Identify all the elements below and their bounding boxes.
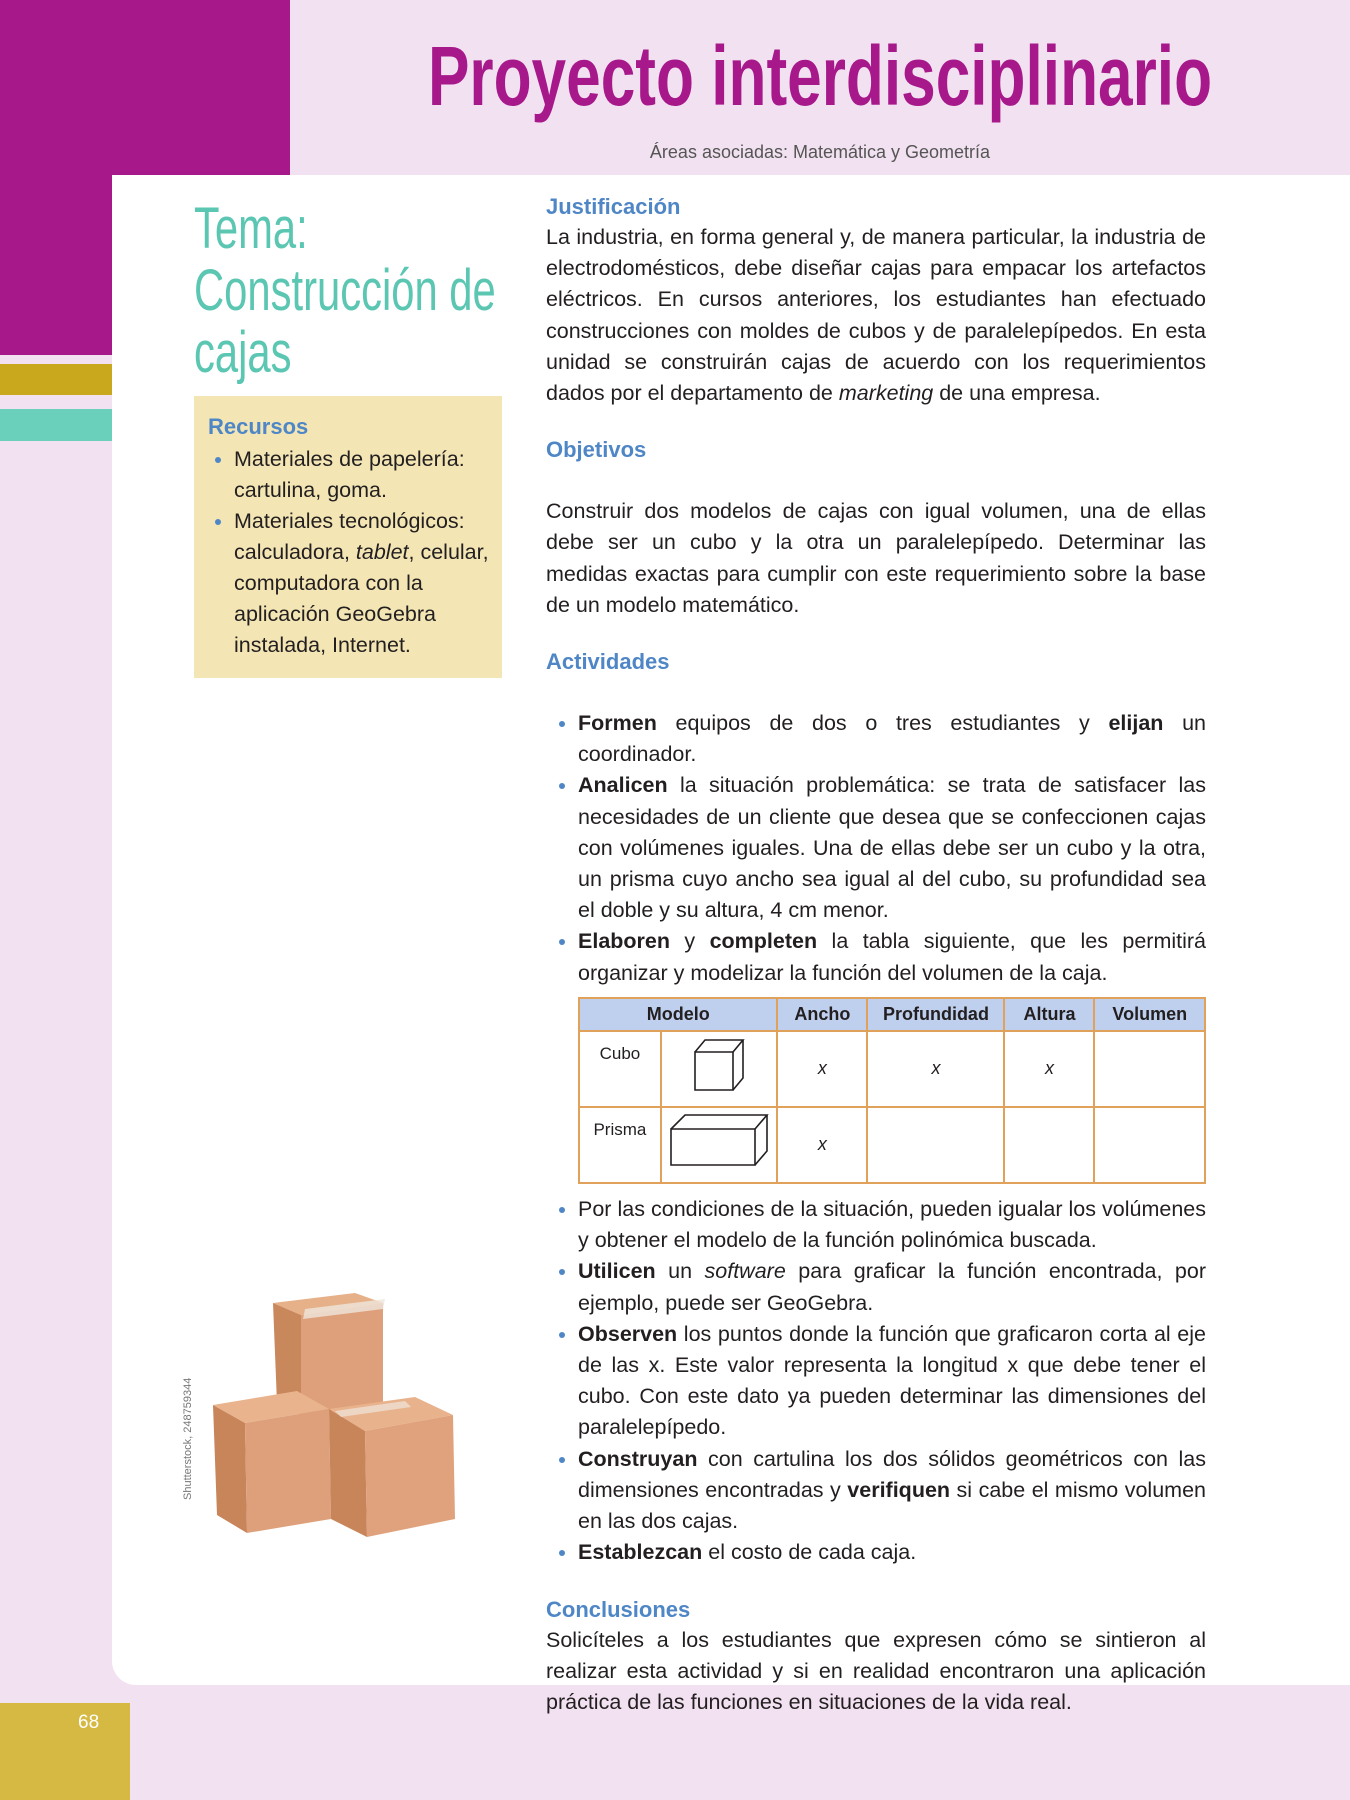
conclusions-text: Solicíteles a los estudiantes que expresen cómo se sintieron al realizar esta actividad y si en realidad encontraron una aplicación práctica de las funciones en situaciones de la vida real. <box>546 1627 1206 1714</box>
resource-item <box>234 506 492 661</box>
table-header: Profundidad <box>867 998 1004 1031</box>
table-row <box>579 1031 1205 1107</box>
cube-drawing-cell <box>661 1031 778 1107</box>
resource-item-text: , celular, computadora con la aplicación GeoGebra instalada, Internet. <box>234 540 489 657</box>
table-header: Modelo <box>579 998 777 1031</box>
justification-text-part: La industria, en forma general y, de manera particular, la industria de electrodomésticos, debe diseñar cajas para empacar los artefactos eléctricos. En cursos anteriores, los estudiantes han efectuado construcciones con moldes de cubos y de paralelepípedos. En esta unidad se construirán cajas de acuerdo con los requerimientos dados por el departamento de <box>546 225 1206 406</box>
justification-emphasis: marketing <box>838 381 934 406</box>
resource-item-text: Materiales tecnológicos: calculadora, <box>234 509 465 564</box>
resource-item <box>234 444 492 506</box>
resource-item-emphasis: tablet <box>355 540 409 564</box>
activity-item: • Formen equipos de dos o tres estudiantes y elijan un coordinador. <box>578 708 1206 770</box>
table-header: Ancho <box>777 998 867 1031</box>
resources-list <box>194 444 502 661</box>
photo-credit: Shutterstock, 248759344 <box>182 1377 194 1500</box>
activity-item: • Por las condiciones de la situación, pueden igualar los volúmenes y obtener el modelo de la función polinómica buscada. <box>578 1194 1206 1256</box>
table-cell: Prisma <box>579 1107 661 1183</box>
objectives-text: Construir dos modelos de cajas con igual volumen, una de ellas debe ser un cubo y la otra un paralelepípedo. Determinar las medidas exactas para cumplir con este requerimiento sobre la base de un modelo matemático. <box>546 499 1206 617</box>
table-cell <box>1004 1107 1094 1183</box>
table-cell: x <box>777 1031 867 1107</box>
activity-item: • Elaboren y completen la tabla siguiente, que les permitirá organizar y modelizar la función del volumen de la caja. <box>578 926 1206 988</box>
table-row <box>579 1107 1205 1183</box>
gold-stripe <box>0 364 112 395</box>
table-cell: x <box>1004 1031 1094 1107</box>
table-cell: Cubo <box>579 1031 661 1107</box>
page-title: Proyecto interdisciplinario <box>427 29 1213 123</box>
activity-item: • Establezcan el costo de cada caja. <box>578 1537 1206 1568</box>
justification-text-part: de una empresa. <box>933 381 1101 406</box>
teal-stripe <box>0 409 112 441</box>
page-number-box <box>0 1703 130 1800</box>
resources-box <box>194 396 502 678</box>
table-header-row <box>579 998 1205 1031</box>
table-cell: x <box>777 1107 867 1183</box>
justification-text <box>546 222 1206 409</box>
table-cell <box>1094 1031 1205 1107</box>
page-number: 68 <box>78 1712 100 1733</box>
models-table <box>578 997 1206 1184</box>
resources-title: Recursos <box>208 414 309 439</box>
table-cell <box>1094 1107 1205 1183</box>
activities-list-continued <box>546 1194 1206 1568</box>
resource-item-text: Materiales de papelería: cartulina, goma. <box>234 447 465 502</box>
table-cell <box>867 1107 1004 1183</box>
prism-drawing-cell <box>661 1107 778 1183</box>
activity-item: • Observen los puntos donde la función que graficaron corta al eje de las x. Este valor representa la longitud x que debe tener el cubo. Con este dato ya pueden determinar las dimensiones del paralelepípedo. <box>578 1319 1206 1444</box>
cardboard-boxes-image <box>205 1285 495 1545</box>
topic-heading: Tema: Construcción de cajas <box>194 196 496 385</box>
activities-heading: Actividades <box>546 649 670 675</box>
main-content <box>546 192 1206 1718</box>
table-header: Volumen <box>1094 998 1205 1031</box>
activity-item: • Construyan con cartulina los dos sólidos geométricos con las dimensiones encontradas y verifiquen si cabe el mismo volumen en las dos cajas. <box>578 1444 1206 1538</box>
table-cell: x <box>867 1031 1004 1107</box>
activity-item: • Analicen la situación problemática: se trata de satisfacer las necesidades de un cliente que desea que se confeccionen cajas con volúmenes iguales. Una de ellas debe ser un cubo y la otra, un prisma cuyo ancho sea igual al del cubo, su profundidad sea el doble y su altura, 4 cm menor. <box>578 770 1206 926</box>
activity-item: • Utilicen un software para graficar la función encontrada, por ejemplo, puede ser GeoGebra. <box>578 1256 1206 1318</box>
conclusions-heading: Conclusiones <box>546 1596 691 1622</box>
cube-icon <box>689 1034 749 1094</box>
prism-icon <box>667 1111 771 1169</box>
justification-heading: Justificación <box>546 194 681 219</box>
table-header: Altura <box>1004 998 1094 1031</box>
objectives-heading: Objetivos <box>546 437 647 463</box>
activities-list <box>546 708 1206 989</box>
page-subtitle: Áreas asociadas: Matemática y Geometría <box>649 142 991 162</box>
